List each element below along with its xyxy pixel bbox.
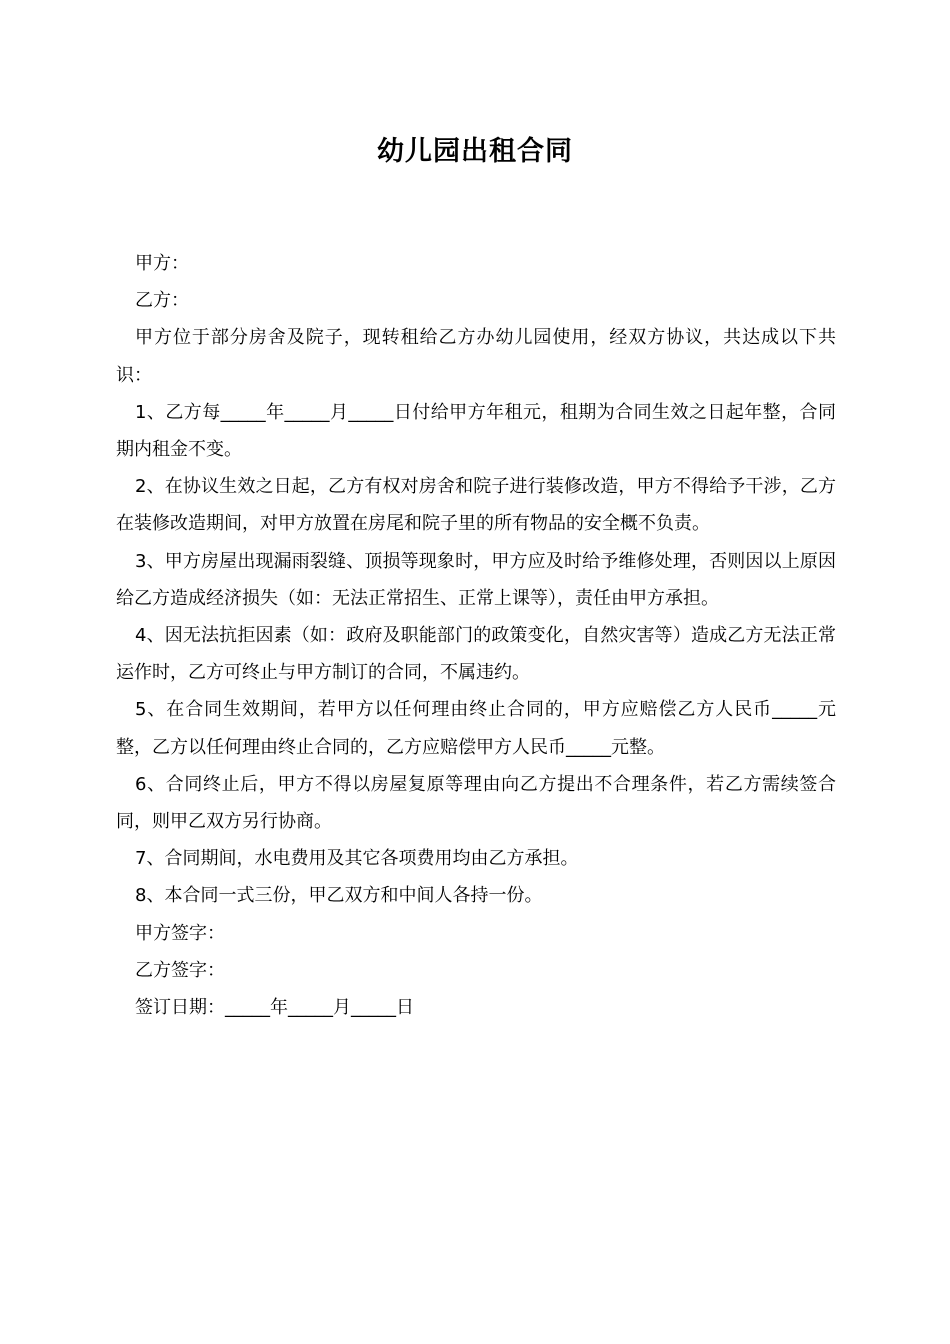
clause-5: 5、在合同生效期间，若甲方以任何理由终止合同的，甲方应赔偿乙方人民币_____元整，乙方以任何理由终止合同的，乙方应赔偿甲方人民币_____元整。	[116, 699, 836, 758]
intro-paragraph: 甲方位于部分房舍及院子，现转租给乙方办幼儿园使用，经双方协议，共达成以下共识：	[116, 327, 836, 386]
clause-4: 4、因无法抗拒因素（如：政府及职能部门的政策变化，自然灾害等）造成乙方无法正常运作时，乙方可终止与甲方制订的合同，不属违约。	[116, 625, 836, 684]
party-a-line: 甲方：	[135, 253, 189, 274]
signing-date: 签订日期：_____年_____月_____日	[135, 997, 414, 1019]
clause-1: 1、乙方每_____年_____月_____日付给甲方年租元，租期为合同生效之日起年整，合同期内租金不变。	[116, 401, 836, 461]
party-a-signature: 甲方签字：	[135, 922, 225, 944]
party-b-signature: 乙方签字：	[135, 959, 225, 981]
contract-body	[116, 245, 836, 1026]
party-b-line: 乙方：	[135, 290, 189, 312]
document-title: 幼儿园出租合同	[377, 136, 573, 167]
clause-7: 7、合同期间，水电费用及其它各项费用均由乙方承担。	[135, 848, 579, 870]
clause-6: 6、合同终止后，甲方不得以房屋复原等理由向乙方提出不合理条件，若乙方需续签合同，则甲乙双方另行协商。	[116, 773, 836, 833]
clause-8: 8、本合同一式三份，甲乙双方和中间人各持一份。	[135, 885, 543, 907]
clause-2: 2、在协议生效之日起，乙方有权对房舍和院子进行装修改造，甲方不得给予干涉，乙方在装修改造期间，对甲方放置在房尾和院子里的所有物品的安全概不负责。	[116, 476, 836, 535]
clause-3: 3、甲方房屋出现漏雨裂缝、顶损等现象时，甲方应及时给予维修处理，否则因以上原因给乙方造成经济损失（如：无法正常招生、正常上课等），责任由甲方承担。	[116, 550, 836, 609]
